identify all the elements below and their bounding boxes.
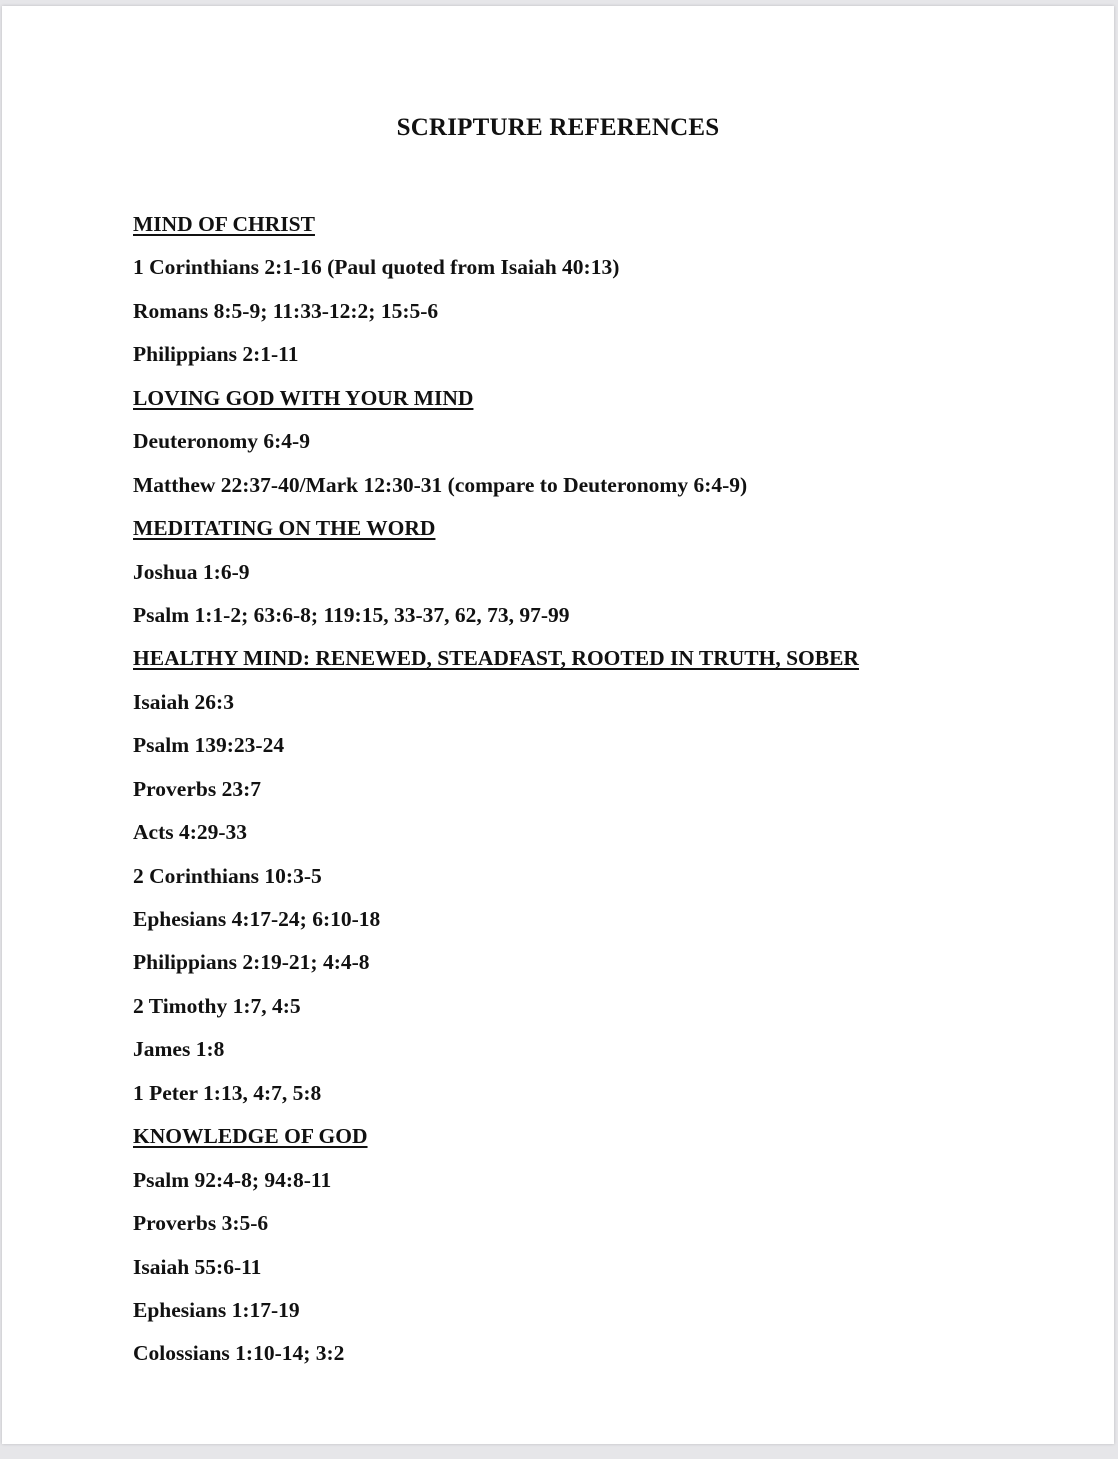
page-title: SCRIPTURE REFERENCES xyxy=(396,114,720,141)
section-heading-text: MEDITATING ON THE WORD xyxy=(133,516,436,541)
section-heading xyxy=(133,377,1093,420)
scripture-reference: James 1:8 xyxy=(133,1037,225,1062)
scripture-reference: Philippians 2:1-11 xyxy=(133,342,299,367)
section-heading-text: KNOWLEDGE OF GOD xyxy=(133,1124,368,1149)
scripture-reference: Matthew 22:37-40/Mark 12:30-31 (compare to Deuteronomy 6:4-9) xyxy=(133,472,748,497)
scripture-reference: 2 Corinthians 10:3-5 xyxy=(133,863,322,888)
scripture-reference: Ephesians 4:17-24; 6:10-18 xyxy=(133,907,381,931)
scripture-reference: 1 Peter 1:13, 4:7, 5:8 xyxy=(133,1080,322,1105)
scripture-reference: Isaiah 26:3 xyxy=(133,689,234,714)
section-heading-text: HEALTHY MIND: RENEWED, STEADFAST, ROOTED IN TRUTH, SOBER xyxy=(133,646,859,671)
scripture-reference: Acts 4:29-33 xyxy=(133,820,248,845)
document-page xyxy=(2,6,1114,1444)
scripture-reference: Psalm 1:1-2; 63:6-8; 119:15, 33-37, 62, 73, 97-99 xyxy=(133,602,570,627)
scripture-reference: Psalm 92:4-8; 94:8-11 xyxy=(133,1167,332,1192)
scripture-reference: Philippians 2:19-21; 4:4-8 xyxy=(133,950,370,975)
section-heading xyxy=(133,507,1093,550)
section-heading-text: LOVING GOD WITH YOUR MIND xyxy=(133,385,474,410)
scripture-reference: Proverbs 3:5-6 xyxy=(133,1211,269,1236)
section-heading-text: MIND OF CHRIST xyxy=(133,212,315,236)
section-heading xyxy=(133,1115,1093,1158)
scripture-reference: Deuteronomy 6:4-9 xyxy=(133,429,310,454)
reference-list xyxy=(133,203,1093,1376)
scripture-reference: Romans 8:5-9; 11:33-12:2; 15:5-6 xyxy=(133,298,439,323)
scripture-reference: 1 Corinthians 2:1-16 (Paul quoted from Isaiah 40:13) xyxy=(133,255,620,280)
scripture-reference: Joshua 1:6-9 xyxy=(133,559,250,584)
section-heading xyxy=(133,637,1093,680)
section-heading xyxy=(133,203,1093,246)
scripture-reference: 2 Timothy 1:7, 4:5 xyxy=(133,993,301,1018)
scripture-reference: Colossians 1:10-14; 3:2 xyxy=(133,1341,345,1366)
scripture-reference: Psalm 139:23-24 xyxy=(133,733,285,758)
scripture-reference: Ephesians 1:17-19 xyxy=(133,1297,300,1322)
scripture-reference: Isaiah 55:6-11 xyxy=(133,1254,262,1279)
scripture-reference: Proverbs 23:7 xyxy=(133,776,261,801)
